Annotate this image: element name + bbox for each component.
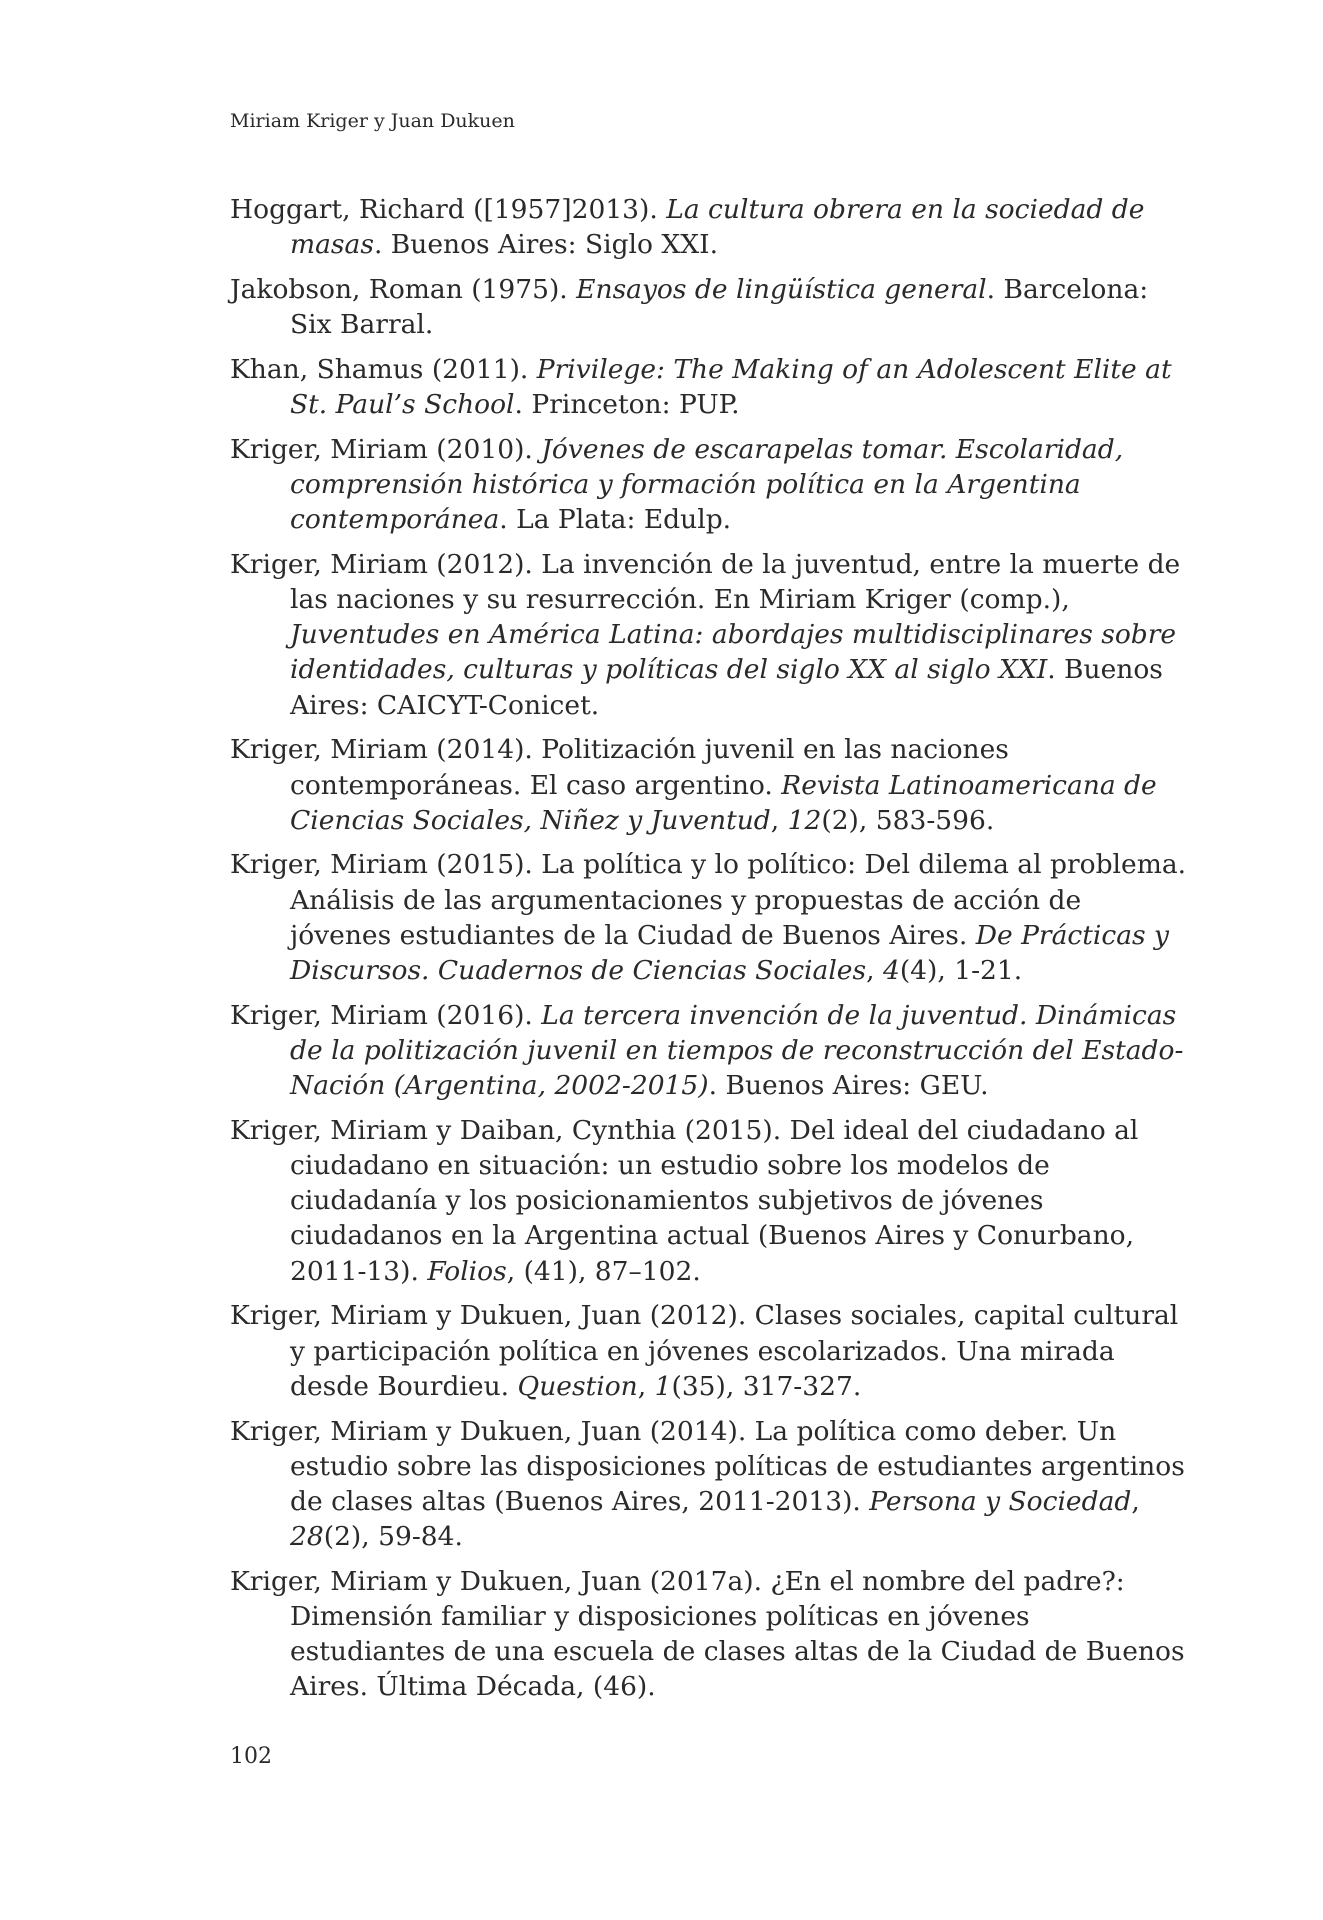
reference-separator: , [770,804,788,836]
reference-entry [230,1414,1190,1555]
reference-author: Kriger, Miriam (2010). [230,433,542,465]
reference-title: Jóvenes de escarapelas tomar. Escolaridad, comprensión histórica y formación política en la Argentina contemporánea [290,433,1124,536]
reference-entry [230,847,1190,988]
reference-author: Kriger, Miriam (2014). Politización juvenil en las naciones contemporáneas. El caso argentino. [230,734,1009,801]
reference-entry [230,272,1190,342]
reference-author: Kriger, Miriam (2012). La invención de la juventud, entre la muerte de las naciones y su resurrección. En Miriam Kriger (comp.), [230,548,1181,616]
reference-publisher: . Princeton: PUP. [514,389,740,421]
reference-pages: (35), 317-327. [671,1370,862,1402]
reference-title: Ensayos de lingüística general [576,273,987,305]
reference-author: Kriger, Miriam (2016). [230,999,542,1031]
reference-entry [230,732,1190,838]
reference-pages: , (41), 87–102. [506,1255,701,1287]
reference-entry [230,547,1190,723]
reference-title: La tercera invención de la juventud. Dinámicas de la politización juvenil en tiempos de reconstrucción del Estado-Nación (Argentina, 2002-2015) [290,999,1184,1102]
reference-pages: (2), 59-84. [323,1521,463,1553]
reference-publisher: . La Plata: Edulp. [499,504,732,536]
reference-separator: , [1131,1485,1140,1517]
reference-volume: 12 [787,804,822,836]
reference-publisher: . Buenos Aires: GEU. [708,1070,989,1102]
reference-list [230,192,1190,1714]
reference-author: Kriger, Miriam y Dukuen, Juan (2014). La política como deber. Un estudio sobre las disposiciones políticas de estudiantes argentinos de clases altas (Buenos Aires, 2011-2013). [230,1415,1185,1517]
reference-journal: Folios [427,1255,507,1287]
reference-title: La cultura obrera en la sociedad de masas [290,194,1145,261]
reference-entry [230,192,1190,262]
reference-separator: , [637,1370,655,1402]
reference-author: Kriger, Miriam (2015). La política y lo político: Del dilema al problema. Análisis de las argumentaciones y propuestas de acción de jóvenes estudiantes de la Ciudad de Buenos Aires. [230,849,1187,951]
reference-journal: De Prácticas y Discursos. Cuadernos de Ciencias Sociales [290,919,1170,987]
reference-entry [230,352,1190,422]
reference-volume: 28 [290,1521,324,1553]
reference-publisher: . Buenos Aires: CAICYT-Conicet. [290,654,1163,721]
reference-pages: (2), 583-596. [821,804,995,836]
reference-entry [230,1298,1190,1404]
reference-entry [230,432,1190,538]
reference-author: Jakobson, Roman (1975). [230,273,577,305]
reference-title: Juventudes en América Latina: abordajes multidisciplinares sobre identidades, culturas y políticas del siglo XX al siglo XXI [290,619,1177,686]
reference-journal: Question [517,1370,638,1402]
reference-journal: Persona y Sociedad [869,1485,1132,1517]
reference-volume: 4 [882,955,900,987]
reference-entry [230,1564,1190,1705]
reference-title: Privilege: The Making of an Adolescent Elite at St. Paul’s School [290,353,1172,421]
reference-author: Kriger, Miriam y Daiban, Cynthia (2015). Del ideal del ciudadano al ciudadano en situación: un estudio sobre los modelos de ciudadanía y los posicionamientos subjetivos de jóvenes ciudadanos en la Argentina actual (Buenos Aires y Conurbano, 2011-13). [230,1114,1139,1287]
reference-separator: , [866,955,883,987]
reference-author: Kriger, Miriam y Dukuen, Juan (2012). Clases sociales, capital cultural y participación política en jóvenes escolarizados. Una mirada desde Bourdieu. [230,1300,1179,1402]
reference-entry [230,1113,1190,1289]
reference-text: Kriger, Miriam y Dukuen, Juan (2017a). ¿En el nombre del padre?: Dimensión familiar y disposiciones políticas en jóvenes estudiantes de una escuela de clases altas de la Ciudad de Buenos Aires. Última Década, (46). [230,1565,1185,1703]
reference-pages: (4), 1-21. [899,955,1023,987]
running-header: Miriam Kriger y Juan Dukuen [230,110,515,132]
reference-author: Hoggart, Richard ([1957]2013). [230,194,667,225]
reference-publisher: . Buenos Aires: Siglo XXI. [373,229,719,261]
reference-publisher: . Barcelona: Six Barral. [290,273,1149,341]
reference-author: Khan, Shamus (2011). [230,353,537,385]
reference-volume: 1 [654,1370,672,1402]
reference-entry [230,998,1190,1104]
page-number: 102 [230,1744,272,1769]
reference-journal: Revista Latinoamericana de Ciencias Sociales, Niñez y Juventud [290,769,1157,836]
